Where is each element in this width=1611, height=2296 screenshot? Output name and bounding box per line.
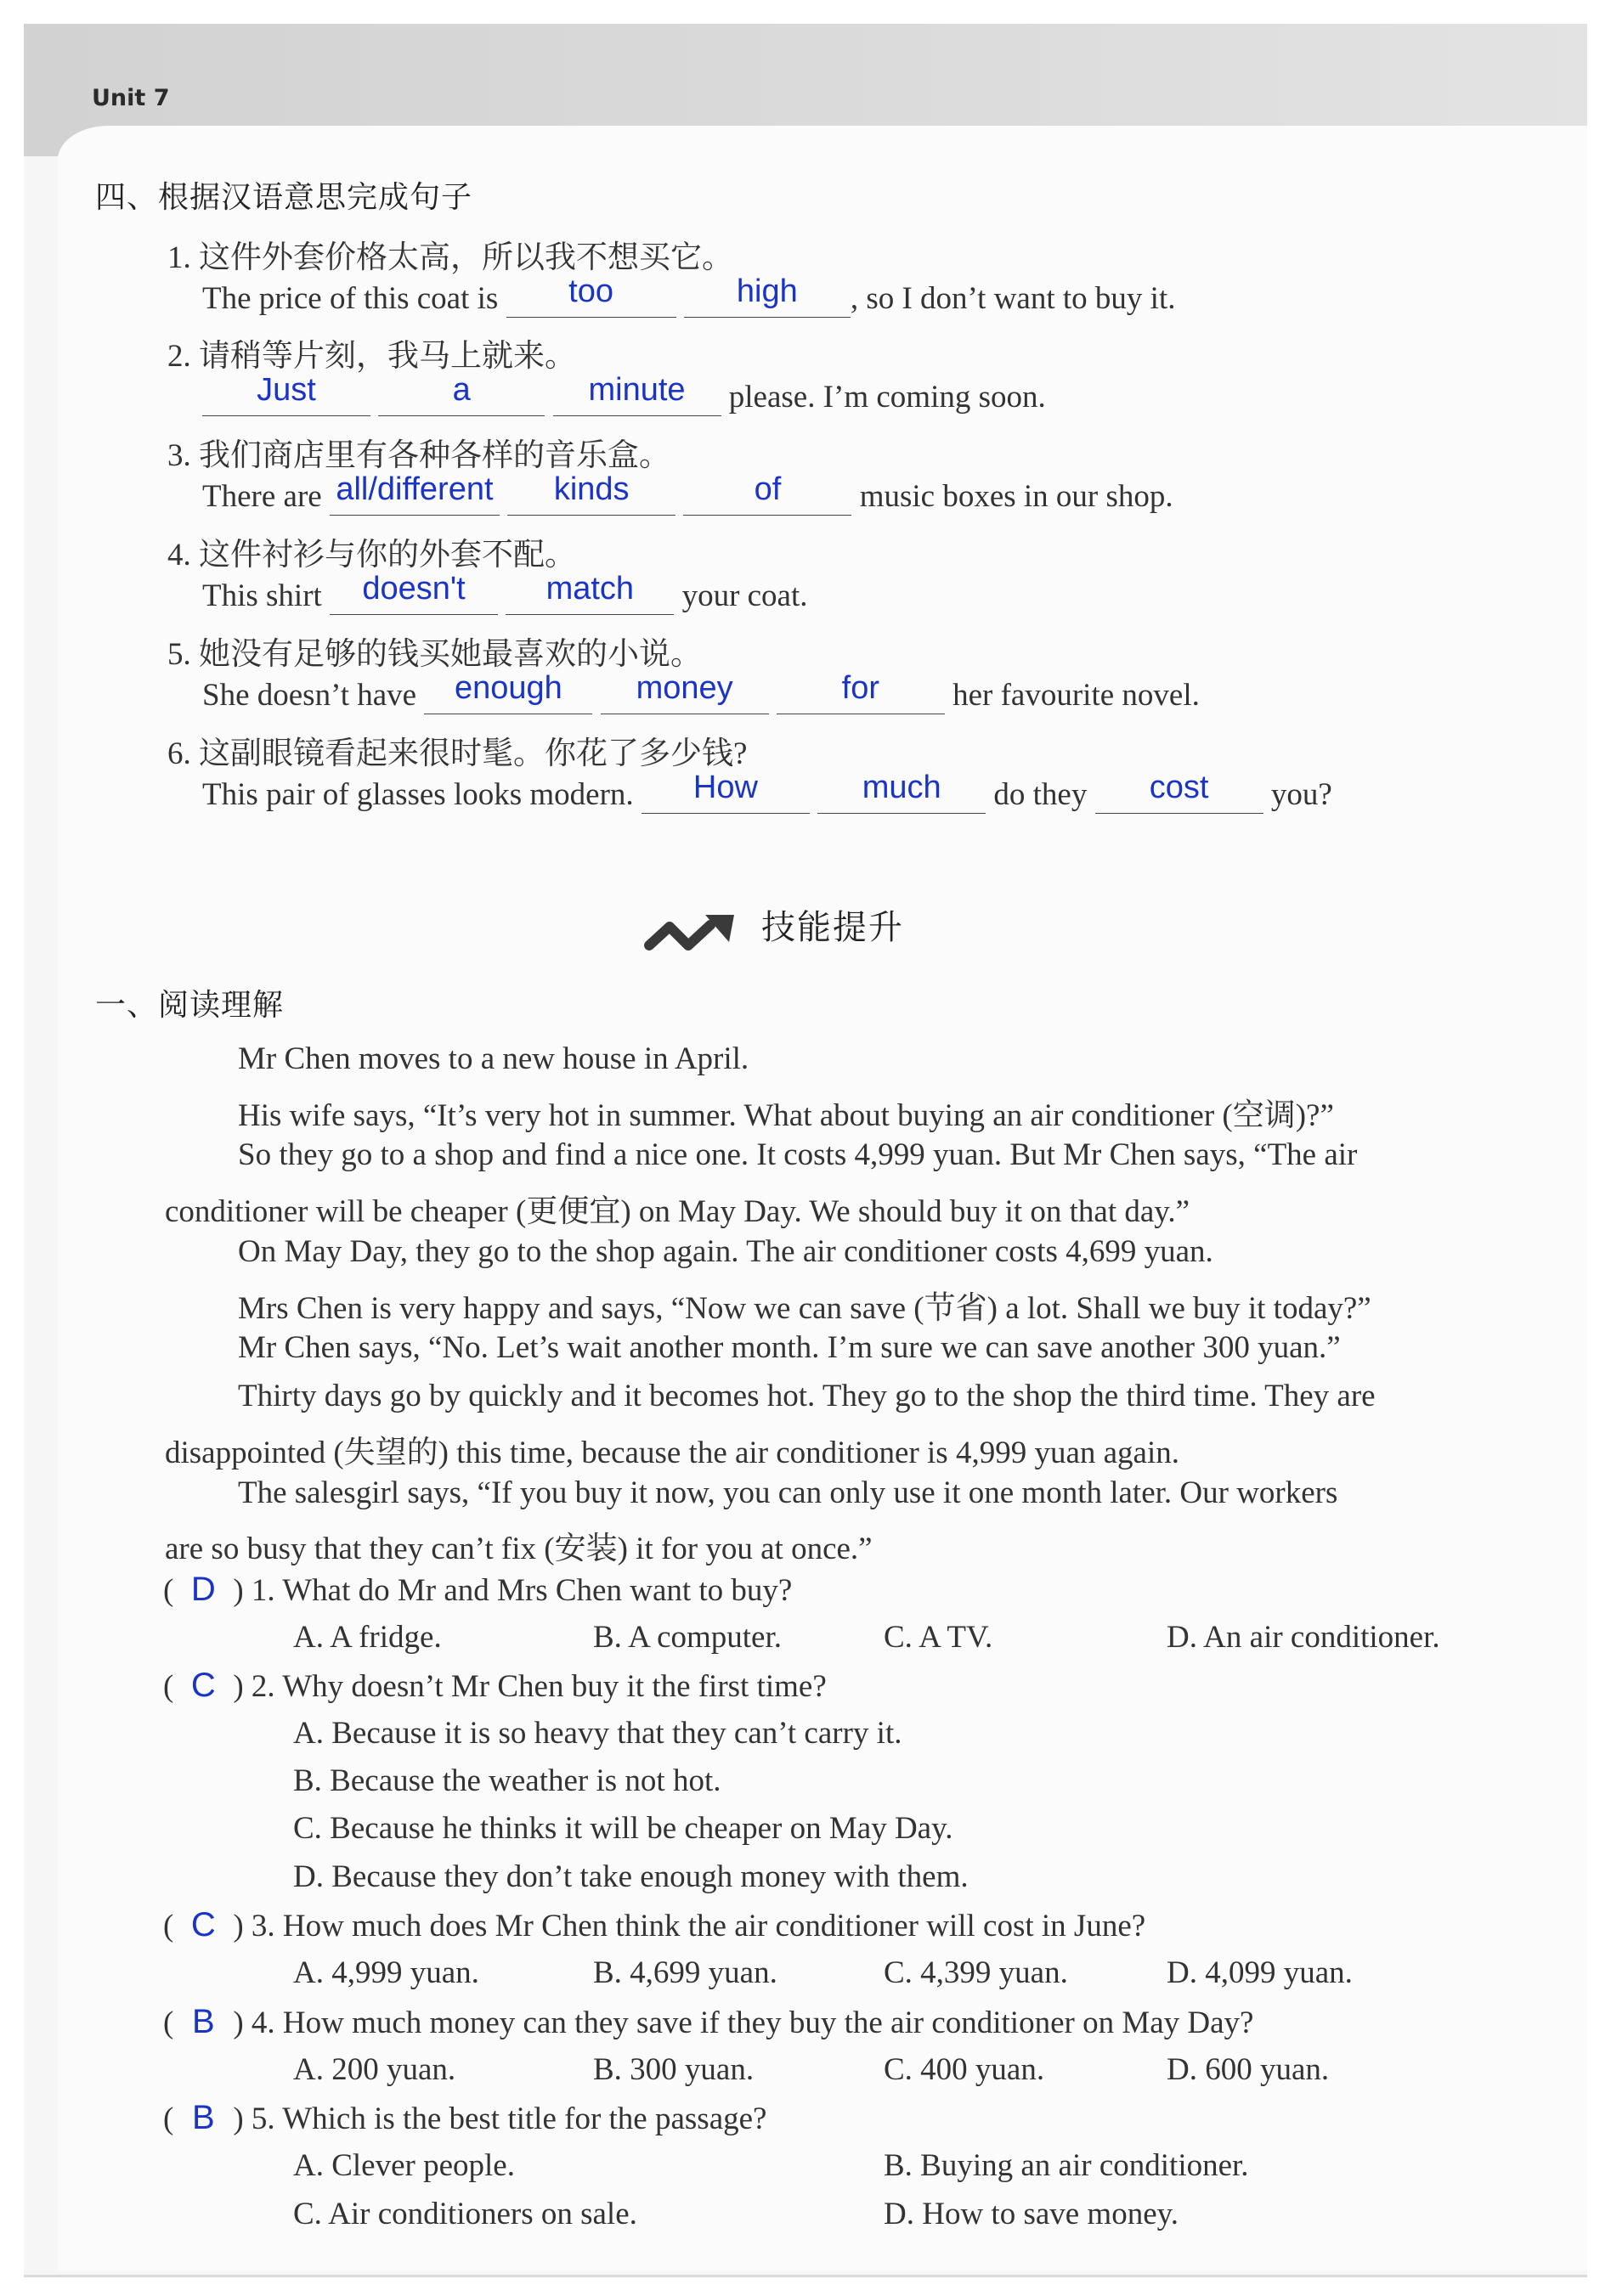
question-5	[163, 2099, 766, 2137]
item-2-answer-3: minute	[588, 372, 686, 408]
question-2	[163, 1667, 827, 1705]
item-3-suffix: music boxes in our shop.	[859, 479, 1173, 514]
q4-option-a[interactable]: A. 200 yuan.	[293, 2052, 456, 2087]
q5-option-c[interactable]: C. Air conditioners on sale.	[293, 2197, 637, 2231]
passage-line-6: Mrs Chen is very happy and says, “Now we can save (节省) a lot. Shall we buy it today?”	[238, 1291, 1371, 1326]
item-3-blank-3[interactable]	[683, 471, 851, 516]
q1-option-c[interactable]: C. A TV.	[884, 1620, 993, 1655]
q3-option-a[interactable]: A. 4,999 yuan.	[293, 1955, 479, 1990]
q4-option-b[interactable]: B. 300 yuan.	[593, 2052, 755, 2087]
item-1-blank-1[interactable]	[506, 274, 676, 318]
item-6-answer-1: How	[692, 770, 758, 805]
item-1-blank-2[interactable]	[684, 274, 851, 318]
passage-line-2: His wife says, “It’s very hot in summer. What about buying an air conditioner (空调)?”	[238, 1098, 1334, 1133]
q3-option-c[interactable]: C. 4,399 yuan.	[884, 1955, 1068, 1990]
q2-option-c[interactable]: C. Because he thinks it will be cheaper on May Day.	[293, 1811, 953, 1846]
trend-arrow-icon	[644, 911, 746, 962]
item-5-sentence	[202, 670, 1200, 714]
item-3-answer-1: all/different	[336, 471, 494, 507]
item-5-blank-3[interactable]	[777, 670, 945, 714]
item-4-prefix: This shirt	[202, 578, 322, 613]
item-6-blank-3[interactable]	[1095, 770, 1263, 814]
item-5-answer-1: enough	[454, 670, 562, 706]
item-2-suffix: please. I’m coming soon.	[728, 380, 1046, 415]
q4-option-d[interactable]: D. 600 yuan.	[1167, 2052, 1330, 2087]
question-2-text: ) 2. Why doesn’t Mr Chen buy it the first time?	[233, 1669, 827, 1704]
q5-option-a[interactable]: A. Clever people.	[293, 2148, 515, 2183]
question-5-answer[interactable]: B	[191, 2099, 215, 2136]
question-3	[163, 1906, 1145, 1944]
item-2-answer-2: a	[452, 372, 471, 408]
section-title: 四、根据汉语意思完成句子	[95, 180, 473, 215]
item-2-blank-1[interactable]	[202, 372, 370, 416]
question-4-open-paren: (	[163, 2005, 174, 2040]
item-1-answer-1: too	[568, 274, 613, 309]
item-6-answer-3: cost	[1149, 770, 1209, 805]
question-4-answer[interactable]: B	[191, 2003, 215, 2040]
skills-header	[644, 902, 904, 962]
q5-option-d[interactable]: D. How to save money.	[884, 2197, 1179, 2231]
item-1-answer-2: high	[736, 274, 798, 309]
header-curve	[58, 126, 1587, 177]
item-6-chinese: 6. 这副眼镜看起来很时髦。你花了多少钱?	[167, 736, 748, 771]
item-2-blank-3[interactable]	[553, 372, 721, 416]
item-5-suffix: her favourite novel.	[952, 678, 1200, 713]
item-2-sentence	[202, 372, 1046, 416]
item-4-sentence	[202, 571, 808, 615]
unit-label: Unit 7	[92, 85, 170, 111]
question-5-open-paren: (	[163, 2101, 174, 2136]
question-4	[163, 2003, 1253, 2041]
item-5-blank-2[interactable]	[601, 670, 769, 714]
item-4-blank-1[interactable]	[330, 571, 498, 615]
item-1-chinese: 1. 这件外套价格太高，所以我不想买它。	[167, 240, 733, 275]
item-6-sentence	[202, 770, 1332, 814]
q2-option-d[interactable]: D. Because they don’t take enough money with them.	[293, 1859, 969, 1894]
question-2-answer[interactable]: C	[190, 1667, 216, 1704]
question-3-answer[interactable]: C	[190, 1906, 216, 1943]
footer-line	[24, 2275, 1587, 2277]
q2-option-a[interactable]: A. Because it is so heavy that they can’t carry it.	[293, 1716, 902, 1751]
item-1-suffix: , so I don’t want to buy it.	[850, 281, 1176, 316]
item-3-blank-1[interactable]	[330, 471, 500, 516]
item-2-chinese: 2. 请稍等片刻，我马上就来。	[167, 339, 576, 374]
item-6-answer-2: much	[862, 770, 941, 805]
q4-option-c[interactable]: C. 400 yuan.	[884, 2052, 1045, 2087]
passage-line-1: Mr Chen moves to a new house in April.	[238, 1041, 749, 1076]
passage-line-7: Mr Chen says, “No. Let’s wait another month. I’m sure we can save another 300 yuan.”	[238, 1330, 1341, 1365]
item-3-answer-3: of	[754, 471, 782, 507]
item-5-chinese: 5. 她没有足够的钱买她最喜欢的小说。	[167, 637, 702, 672]
q2-option-b[interactable]: B. Because the weather is not hot.	[293, 1763, 721, 1798]
item-6-mid: do they	[993, 777, 1088, 812]
passage-line-5: On May Day, they go to the shop again. The air conditioner costs 4,699 yuan.	[238, 1234, 1213, 1269]
question-4-text: ) 4. How much money can they save if they buy the air conditioner on May Day?	[233, 2005, 1254, 2040]
q3-option-d[interactable]: D. 4,099 yuan.	[1167, 1955, 1353, 1990]
item-1-prefix: The price of this coat is	[202, 281, 499, 316]
item-5-answer-3: for	[841, 670, 880, 706]
item-5-prefix: She doesn’t have	[202, 678, 417, 713]
question-3-open-paren: (	[163, 1909, 174, 1943]
item-3-blank-2[interactable]	[507, 471, 675, 516]
item-3-answer-2: kinds	[553, 471, 630, 507]
item-1-sentence	[202, 274, 1176, 318]
passage-line-9: disappointed (失望的) this time, because the air conditioner is 4,999 yuan again.	[165, 1436, 1179, 1470]
item-3-prefix: There are	[202, 479, 322, 514]
question-1	[163, 1571, 792, 1609]
question-1-text: ) 1. What do Mr and Mrs Chen want to buy?	[233, 1573, 793, 1608]
item-2-answer-1: Just	[257, 372, 316, 408]
skills-title: 技能提升	[761, 908, 904, 947]
question-1-answer[interactable]: D	[190, 1571, 216, 1608]
item-4-blank-2[interactable]	[506, 571, 674, 615]
question-3-text: ) 3. How much does Mr Chen think the air conditioner will cost in June?	[233, 1909, 1146, 1943]
item-6-blank-1[interactable]	[642, 770, 810, 814]
reading-title: 一、阅读理解	[95, 988, 285, 1023]
item-3-chinese: 3. 我们商店里有各种各样的音乐盒。	[167, 438, 670, 473]
q5-option-b[interactable]: B. Buying an air conditioner.	[884, 2148, 1249, 2183]
item-4-answer-1: doesn't	[362, 571, 466, 606]
passage-line-11: are so busy that they can’t fix (安装) it for you at once.”	[165, 1532, 873, 1566]
q1-option-a[interactable]: A. A fridge.	[293, 1620, 442, 1655]
item-3-sentence	[202, 471, 1173, 516]
question-1-open-paren: (	[163, 1573, 174, 1608]
q1-option-b[interactable]: B. A computer.	[593, 1620, 782, 1655]
q3-option-b[interactable]: B. 4,699 yuan.	[593, 1955, 777, 1990]
item-4-suffix: your coat.	[681, 578, 808, 613]
item-6-prefix: This pair of glasses looks modern.	[202, 777, 634, 812]
item-4-chinese: 4. 这件衬衫与你的外套不配。	[167, 538, 576, 573]
q1-option-d[interactable]: D. An air conditioner.	[1167, 1620, 1440, 1655]
item-4-answer-2: match	[545, 571, 635, 606]
item-6-suffix: you?	[1270, 777, 1332, 812]
item-5-answer-2: money	[636, 670, 733, 706]
question-2-open-paren: (	[163, 1669, 174, 1704]
passage-line-3: So they go to a shop and find a nice one. It costs 4,999 yuan. But Mr Chen says, “The air	[238, 1137, 1358, 1172]
item-2-blank-2[interactable]	[378, 372, 545, 416]
question-5-text: ) 5. Which is the best title for the passage?	[233, 2101, 767, 2136]
passage-line-4: conditioner will be cheaper (更便宜) on May Day. We should buy it on that day.”	[165, 1194, 1190, 1229]
passage-line-10: The salesgirl says, “If you buy it now, you can only use it one month later. Our workers	[238, 1475, 1338, 1510]
passage-line-8: Thirty days go by quickly and it becomes hot. They go to the shop the third time. They are	[238, 1379, 1376, 1413]
item-6-blank-2[interactable]	[817, 770, 986, 814]
item-5-blank-1[interactable]	[424, 670, 592, 714]
